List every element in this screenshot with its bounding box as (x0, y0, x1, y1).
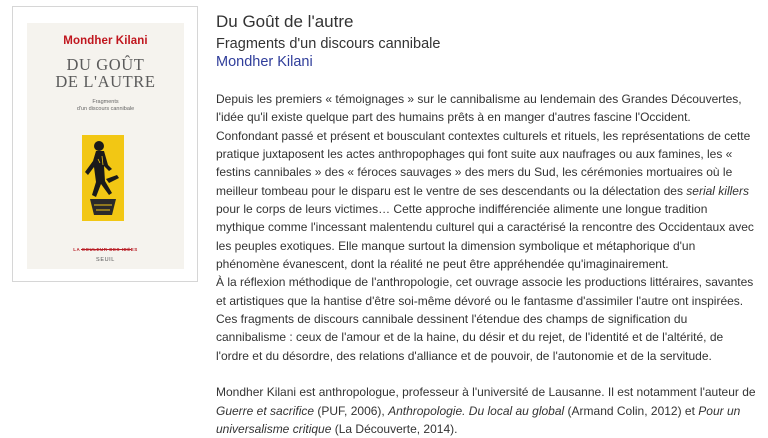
bio-book-title: Anthropologie. Du local au global (388, 403, 565, 418)
cover-subtitle-line1: Fragments (92, 99, 119, 105)
description-paragraph-2: À la réflexion méthodique de l'anthropologie, cet ouvrage associe les productions littéraires, savantes et artistiques que la hantise d'être soi-même dévoré ou le fantasme d'assimiler l'autre ont inspirées. Ces fragments de discours cannibale dessinent l'étendue des champs de signification du cannibalisme : ceux de l'amour et de la haine, du désir et du rejet, de l'identité et de l'altérité, de l'ordre et du désordre, des relations d'alliance et de pouvoir, de l'autonomie et de la servitude. (216, 275, 754, 363)
book-title: Du Goût de l'autre (216, 12, 354, 31)
book-cover (27, 23, 184, 269)
cover-illustration (82, 135, 124, 221)
description-text: pour le corps de leurs victimes… Cette approche indifférenciée alimente une longue tradition mythique comme l'incessant malentendu culturel qui a caractérisé la rencontre des Occidentaux avec les peuples exotiques. Elle manque surtout la dimension symbolique et métaphorique d'un phénomène évanescent, dont la réalité ne peut être appréhendée qu'imaginairement. (216, 202, 754, 272)
cannibal-figure-illustration (82, 135, 124, 221)
bio-book-title: Pour un universalisme critique (216, 403, 741, 436)
author-bio (216, 383, 756, 438)
book-description (216, 90, 756, 438)
description-paragraph-1 (216, 90, 756, 273)
cover-publisher: SEUIL (96, 257, 115, 263)
cover-author: Mondher Kilani (63, 35, 148, 47)
cover-subtitle (27, 99, 184, 113)
cover-title-line2: DE L'AUTRE (55, 72, 156, 91)
bio-book-title: Guerre et sacrifice (216, 403, 315, 418)
cover-subtitle-line2: d'un discours cannibale (76, 106, 135, 112)
cover-title (27, 56, 184, 90)
book-subtitle: Fragments d'un discours cannibale (216, 36, 441, 52)
book-cover-frame (12, 6, 198, 282)
bio-text: Mondher Kilani est anthropologue, professeur à l'université de Lausanne. Il est notamment l'auteur de (216, 385, 756, 400)
cover-collection: LA COULEUR DES IDÉES (73, 247, 138, 252)
description-emphasis: serial killers (686, 183, 749, 198)
bio-text: (La Découverte, 2014). (331, 421, 458, 436)
description-text: Depuis les premiers « témoignages » sur le cannibalisme au lendemain des Grandes Découvertes, l'idée qu'il existe quelque part des humains prêts à en manger d'autres fascine l'Occident. Confondant passé et présent et bousculant contextes culturels et rituels, les représentations de cette pratique juxtaposent les actes anthropophages qui font suite aux naufrages ou aux famines, les « festins cannibales » des « féroces sauvages » des mers du Sud, les cérémonies mortuaires où le meilleur tombeau pour le disparu est le ventre de ses descendants ou la délectation des (216, 92, 751, 198)
bio-text: (PUF, 2006), (314, 403, 389, 418)
cover-title-line1: DU GOÛT (66, 55, 145, 74)
author-link[interactable]: Mondher Kilani (216, 54, 313, 70)
bio-text: (Armand Colin, 2012) et (564, 403, 699, 418)
